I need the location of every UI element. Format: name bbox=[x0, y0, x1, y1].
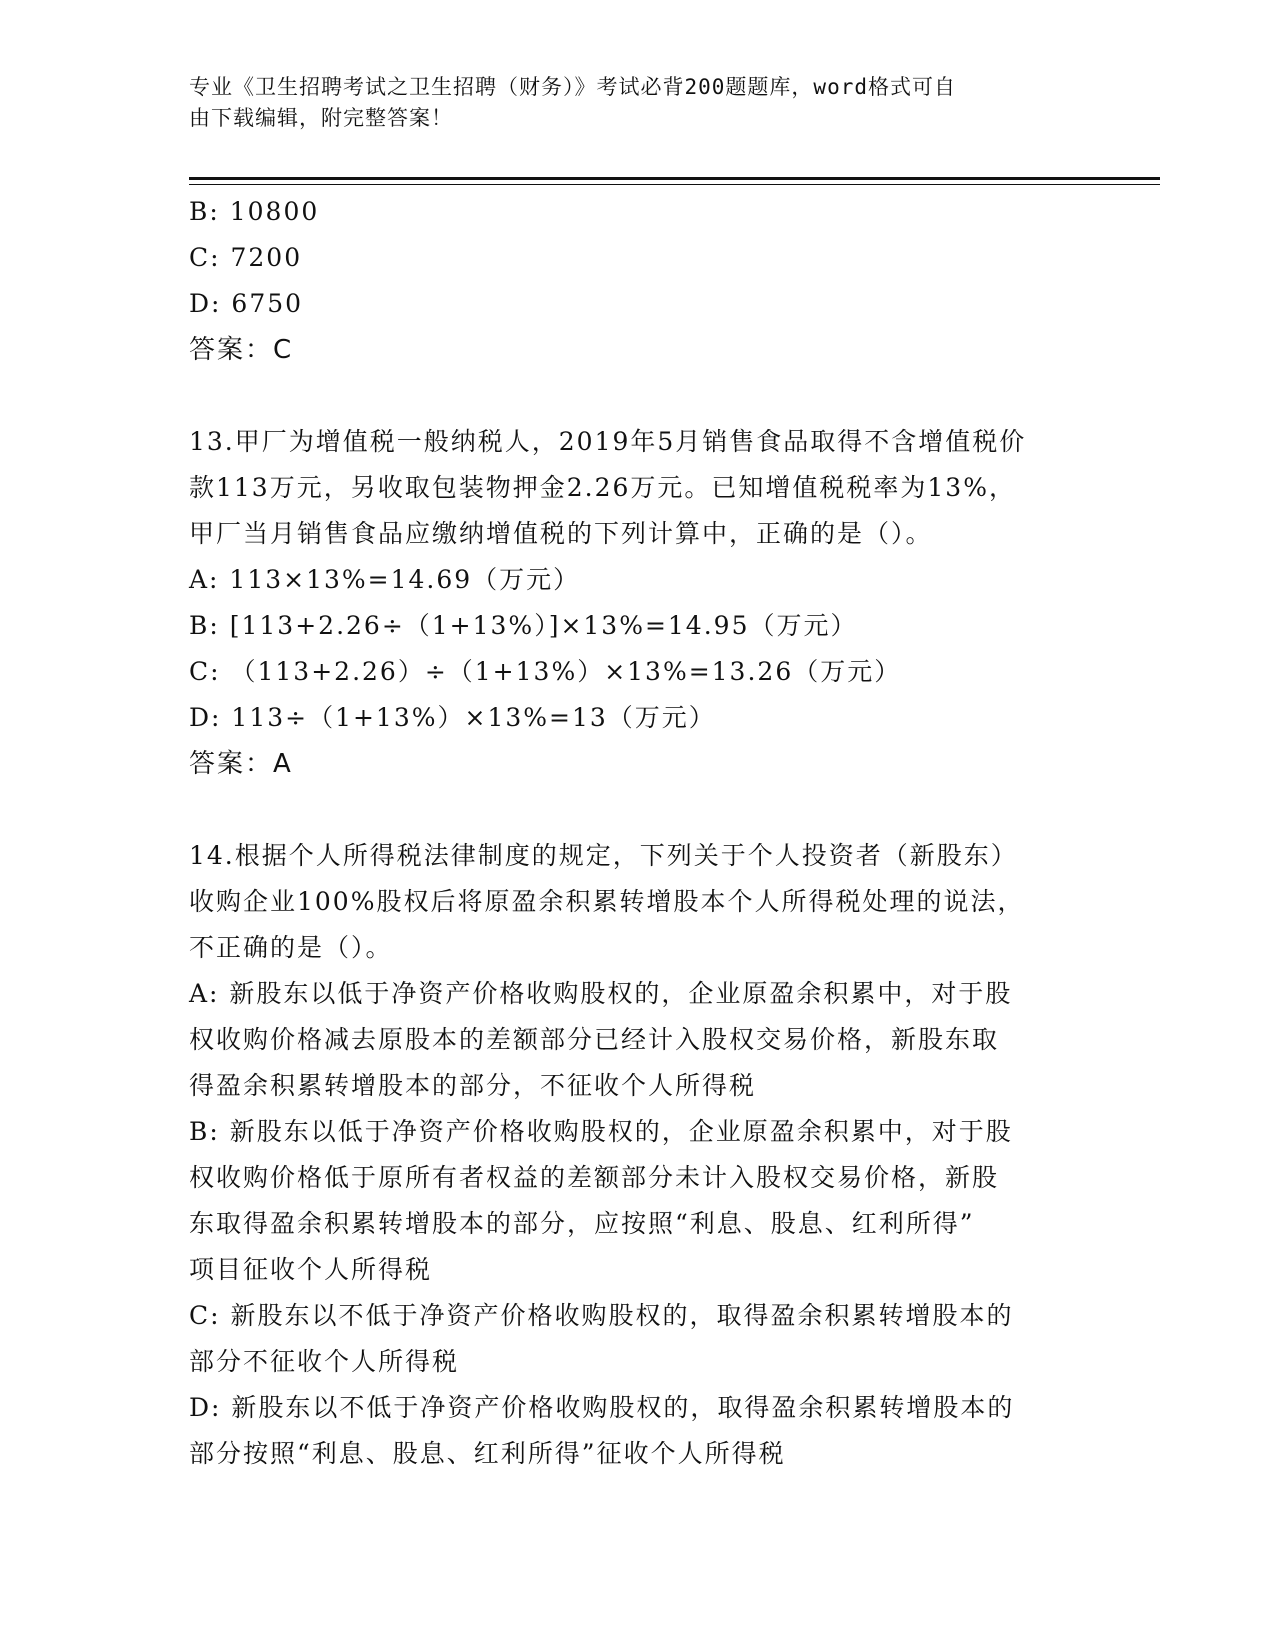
question-stem-line: 不正确的是（）。 bbox=[189, 933, 393, 962]
option-line: 权收购价格低于原所有者权益的差额部分未计入股权交易价格，新股 bbox=[189, 1163, 1000, 1192]
option-line: 项目征收个人所得税 bbox=[189, 1255, 433, 1284]
option-a: A: 113×13%=14.69（万元） bbox=[189, 565, 581, 594]
option-d: D: 6750 bbox=[189, 289, 304, 318]
option-b: B: [113+2.26÷（1+13%）]×13%=14.95（万元） bbox=[189, 611, 858, 640]
option-line: B: 新股东以低于净资产价格收购股权的，企业原盈余积累中，对于股 bbox=[189, 1117, 1013, 1146]
question-stem-line: 14.根据个人所得税法律制度的规定，下列关于个人投资者（新股东） bbox=[189, 841, 1018, 870]
question-stem-line: 收购企业100%股权后将原盈余积累转增股本个人所得税处理的说法， bbox=[189, 887, 1025, 916]
document-body bbox=[189, 189, 1089, 1477]
header-rule bbox=[189, 177, 1160, 180]
option-b: B: 10800 bbox=[189, 197, 320, 226]
answer-line: 答案：A bbox=[189, 749, 293, 779]
header-rule-thin bbox=[189, 184, 1160, 185]
header-line: 专业《卫生招聘考试之卫生招聘（财务）》考试必背200题题库，word格式可自 bbox=[189, 75, 956, 99]
question-13 bbox=[189, 419, 1089, 787]
option-line: 部分不征收个人所得税 bbox=[189, 1347, 460, 1376]
option-d: D: 113÷（1+13%）×13%=13（万元） bbox=[189, 703, 716, 732]
option-line: D: 新股东以不低于净资产价格收购股权的，取得盈余积累转增股本的 bbox=[189, 1393, 1015, 1422]
option-line: C: 新股东以不低于净资产价格收购股权的，取得盈余积累转增股本的 bbox=[189, 1301, 1014, 1330]
page-header bbox=[189, 72, 1069, 134]
option-d bbox=[189, 1385, 1089, 1477]
prev-question-block bbox=[189, 189, 1089, 373]
option-c bbox=[189, 1293, 1089, 1385]
header-line: 由下载编辑，附完整答案！ bbox=[189, 106, 453, 130]
option-line: 得盈余积累转增股本的部分，不征收个人所得税 bbox=[189, 1071, 757, 1100]
question-stem-line: 13.甲厂为增值税一般纳税人，2019年5月销售食品取得不含增值税价 bbox=[189, 427, 1027, 456]
answer-line: 答案：C bbox=[189, 335, 294, 365]
option-c: C: （113+2.26）÷（1+13%）×13%=13.26（万元） bbox=[189, 657, 902, 686]
question-stem-line: 款113万元，另收取包装物押金2.26万元。已知增值税税率为13%， bbox=[189, 473, 1016, 502]
question-14 bbox=[189, 833, 1089, 1477]
option-line: 部分按照“利息、股息、红利所得”征收个人所得税 bbox=[189, 1439, 786, 1468]
question-stem-line: 甲厂当月销售食品应缴纳增值税的下列计算中，正确的是（）。 bbox=[189, 519, 933, 548]
option-line: 权收购价格减去原股本的差额部分已经计入股权交易价格，新股东取 bbox=[189, 1025, 1000, 1054]
option-b bbox=[189, 1109, 1089, 1293]
option-a bbox=[189, 971, 1089, 1109]
option-line: A: 新股东以低于净资产价格收购股权的，企业原盈余积累中，对于股 bbox=[189, 979, 1013, 1008]
option-line: 东取得盈余积累转增股本的部分，应按照“利息、股息、红利所得” bbox=[189, 1209, 975, 1238]
option-c: C: 7200 bbox=[189, 243, 303, 272]
